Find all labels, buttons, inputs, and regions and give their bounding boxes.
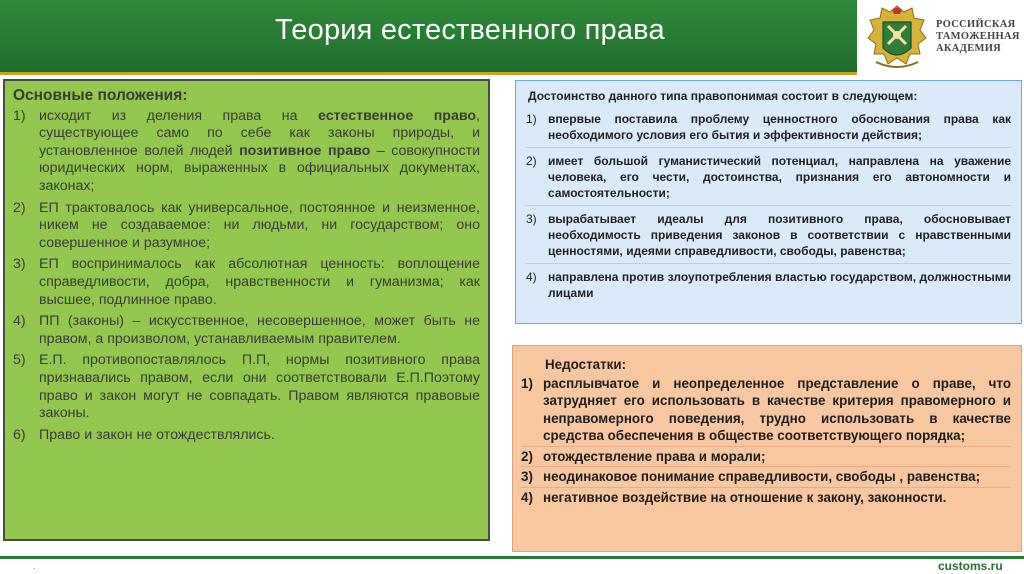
item-text: отождествление права и морали; bbox=[543, 448, 766, 464]
list-item bbox=[521, 489, 1011, 507]
shortcomings-heading: Недостатки: bbox=[545, 357, 627, 372]
list-item bbox=[13, 352, 480, 422]
divider bbox=[526, 205, 1011, 206]
advantages-heading: Достоинство данного типа правопонимая состоит в следующем: bbox=[528, 89, 918, 103]
list-item bbox=[526, 269, 1011, 301]
footer-line bbox=[0, 556, 1024, 559]
list-item bbox=[13, 108, 480, 196]
item-text: расплывчатое и неопределенное представление о праве, что затрудняет его использовать в качестве критерия правомерного и неправомерного поведения, трудно использовать в качестве средства обеспечения в обществе соответствующего порядка; bbox=[543, 375, 1011, 443]
list-item bbox=[13, 256, 480, 309]
brand-line: РОССИЙСКАЯ bbox=[936, 19, 1016, 30]
brand-line: ТАМОЖЕННАЯ bbox=[936, 31, 1020, 42]
advantages-panel bbox=[515, 80, 1022, 324]
customs-emblem-icon bbox=[866, 4, 928, 74]
item-number: 3) bbox=[521, 469, 533, 484]
list-item bbox=[521, 375, 1011, 445]
item-text: исходит из деления права на естественное право, существующее само по себе как законы природы, и установленное волей людей позитивное право – совокупности юридических норм, выраженных в официальных документах, законах; bbox=[39, 107, 481, 194]
divider bbox=[521, 466, 1011, 467]
item-text: ЕП воспринималось как абсолютная ценность: воплощение справедливости, добра, нравственности и гуманизма; как высшее, подлинное право. bbox=[39, 256, 480, 308]
divider bbox=[526, 263, 1011, 264]
title-underline bbox=[0, 72, 857, 75]
item-text: ПП (законы) – искусственное, несовершенное, может быть не правом, а произволом, устанавливаемым правителем. bbox=[39, 313, 480, 347]
list-item bbox=[526, 153, 1011, 201]
academy-name bbox=[936, 19, 1020, 55]
item-text: Право и закон не отождествлялись. bbox=[39, 426, 275, 443]
item-number: 3) bbox=[13, 256, 26, 273]
list-item bbox=[13, 200, 480, 253]
item-number: 3) bbox=[526, 212, 537, 226]
divider bbox=[521, 446, 1011, 447]
site-link[interactable]: customs.ru bbox=[938, 559, 1003, 573]
list-item bbox=[526, 211, 1011, 259]
item-number: 4) bbox=[521, 489, 533, 505]
item-text: негативное воздействие на отношение к закону, законности. bbox=[543, 489, 947, 505]
item-text: вырабатывает идеалы для позитивного права, обосновывает необходимость приведения законов в соответствии с нравственными ценностями, идеями справедливости, свободы, равенства; bbox=[548, 212, 1011, 258]
divider bbox=[521, 487, 1011, 488]
item-number: 6) bbox=[13, 426, 26, 443]
item-number: 5) bbox=[13, 352, 26, 369]
title-bar bbox=[0, 0, 857, 72]
item-number: 1) bbox=[526, 112, 537, 126]
item-text: Е.П. противопоставлялось П.П, нормы позитивного права признавались правом, если они соответствовали Е.П.Поэтому право и закон могут не совпадать. Правом являются правовые законы. bbox=[39, 352, 480, 422]
item-number: 2) bbox=[521, 448, 533, 464]
list-item bbox=[13, 313, 480, 348]
item-number: 2) bbox=[526, 154, 537, 168]
item-number: 4) bbox=[526, 270, 537, 284]
term-natural-law: естественное право bbox=[318, 107, 477, 124]
term-positive-law: позитивное право bbox=[239, 142, 371, 159]
footer-dot: . bbox=[33, 561, 36, 571]
item-text: направлена против злоупотребления властью государством, должностными лицами bbox=[548, 270, 1011, 300]
brand-line: АКАДЕМИЯ bbox=[936, 43, 1002, 54]
item-number: 2) bbox=[13, 199, 26, 216]
shortcomings-panel bbox=[512, 345, 1022, 552]
page-title: Теория естественного права bbox=[275, 14, 665, 46]
item-number: 4) bbox=[13, 313, 26, 330]
list-item bbox=[521, 448, 1011, 466]
list-item bbox=[13, 427, 480, 445]
item-number: 1) bbox=[13, 107, 26, 124]
list-item bbox=[526, 111, 1011, 143]
item-text: имеет большой гуманистический потенциал, направлена на уважение человека, его чести, достоинства, признания его автономности и самостоятельности; bbox=[548, 154, 1011, 200]
item-text: неодинаковое понимание справедливости, свободы , равенства; bbox=[543, 469, 981, 484]
main-points-panel bbox=[3, 79, 490, 541]
list-item bbox=[521, 468, 1011, 486]
item-number: 1) bbox=[521, 375, 533, 391]
divider bbox=[526, 147, 1011, 148]
main-points-heading: Основные положения: bbox=[13, 87, 188, 104]
item-text: впервые поставила проблему ценностного обоснования права как необходимого условия его бытия и эффективности действия; bbox=[548, 112, 1011, 142]
item-text: ЕП трактовалось как универсальное, постоянное и неизменное, никем не создаваемое: ни людьми, ни государством; оно совершенное и разумное; bbox=[39, 199, 480, 251]
